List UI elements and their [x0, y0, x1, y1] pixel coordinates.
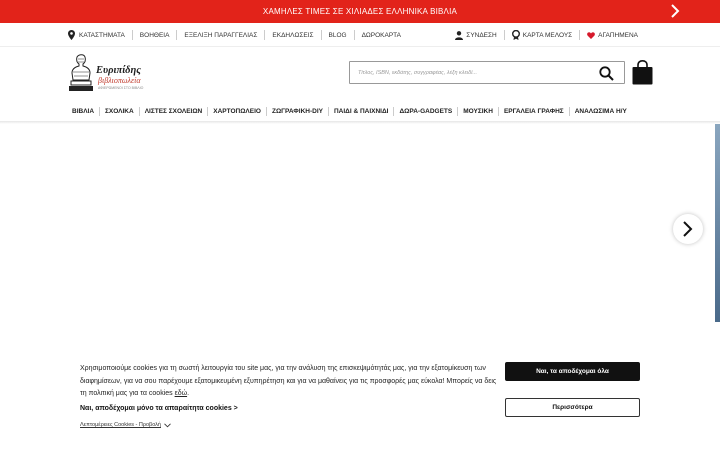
search-box — [349, 61, 625, 84]
map-pin-icon — [68, 30, 75, 40]
heart-icon — [587, 32, 595, 39]
chevron-right-icon[interactable] — [668, 4, 682, 18]
cookie-details-toggle[interactable]: Λεπτομέρειες Cookies - Προβολή — [80, 422, 171, 428]
logo-title: Ευριπίδης — [96, 65, 141, 76]
cookie-policy-link[interactable]: εδώ — [174, 390, 188, 397]
help-link[interactable]: ΒΟΗΘΕΙΑ — [132, 30, 177, 40]
nav-item-writing-tools[interactable]: ΕΡΓΑΛΕΙΑ ΓΡΑΦΗΣ — [498, 107, 569, 116]
nav-item-painting-diy[interactable]: ΖΩΓΡΑΦΙΚΗ-DIY — [266, 107, 328, 116]
blog-link[interactable]: BLOG — [321, 30, 354, 40]
nav-item-books[interactable]: ΒΙΒΛΙΑ — [72, 107, 95, 115]
main-nav — [68, 103, 632, 119]
nav-item-pc-supplies[interactable]: ΑΝΑΛΩΣΙΜΑ Η/Υ — [569, 107, 632, 116]
cookie-message: Χρησιμοποιούμε cookies για τη σωστή λειτουργία του site μας, για την ανάλυση της επισκεψιμότητάς μας, για την εξατομίκευση των διαφημίσεων, για να σου παρέχουμε εξατομικευμένη εξυπηρέτηση και για να μαθαίνεις για τις προσφορές μας εύκολα! Μπορείς να δεις τη πολιτική μας για τα cookies εδώ. — [80, 365, 497, 397]
accept-essential-link[interactable]: Ναι, αποδέχομαι μόνο τα απαραίτητα cookies > — [80, 405, 238, 412]
nav-item-gifts-gadgets[interactable]: ΔΩΡΑ-GADGETS — [393, 107, 457, 116]
shopping-bag-icon[interactable] — [632, 60, 653, 85]
member-card-link[interactable]: ΚΑΡΤΑ ΜΕΛΟΥΣ — [504, 30, 579, 40]
favorites-link[interactable]: ΑΓΑΠΗΜΕΝΑ — [579, 30, 645, 40]
hero-carousel[interactable] — [0, 124, 720, 350]
top-links — [68, 27, 408, 43]
more-cookie-options-button[interactable]: Περισσότερα — [505, 398, 640, 417]
accept-all-cookies-button[interactable]: Ναι, τα αποδέχομαι όλα — [505, 362, 640, 381]
user-icon — [455, 31, 463, 40]
promo-bar[interactable] — [0, 0, 720, 23]
nav-item-school[interactable]: ΣΧΟΛΙΚΑ — [99, 107, 139, 116]
nav-item-stationery[interactable]: ΧΑΡΤΟΠΩΛΕΙΟ — [207, 107, 266, 116]
medal-icon — [512, 30, 520, 40]
hero-next-slide-preview — [715, 124, 720, 322]
chevron-right-icon — [682, 221, 694, 237]
events-link[interactable]: ΕΚΔΗΛΩΣΕΙΣ — [264, 30, 320, 40]
chevron-down-icon — [164, 423, 171, 428]
login-link[interactable]: ΣΥΝΔΕΣΗ — [448, 30, 503, 40]
promo-text[interactable]: ΧΑΜΗΛΕΣ ΤΙΜΕΣ ΣΕ ΧΙΛΙΑΔΕΣ ΕΛΛΗΝΙΚΑ ΒΙΒΛΙΑ — [262, 7, 458, 16]
gift-card-link[interactable]: ΔΩΡΟΚΑΡΤΑ — [354, 30, 408, 40]
user-links — [448, 27, 645, 43]
bust-logo-icon — [68, 54, 94, 92]
logo-tagline: ΑΦΙΕΡΩΜΕΝΟΙ ΣΤΟ ΒΙΒΛΙΟ — [98, 86, 144, 90]
order-tracking-link[interactable]: ΕΞΕΛΙΞΗ ΠΑΡΑΓΓΕΛΙΑΣ — [176, 30, 264, 40]
carousel-next-button[interactable] — [673, 214, 703, 244]
nav-item-music[interactable]: ΜΟΥΣΙΚΗ — [457, 107, 498, 116]
nav-item-school-lists[interactable]: ΛΙΣΤΕΣ ΣΧΟΛΕΙΩΝ — [139, 107, 208, 116]
nav-item-kids-toys[interactable]: ΠΑΙΔΙ & ΠΑΙΧΝΙΔΙ — [328, 107, 394, 116]
stores-link[interactable]: ΚΑΤΑΣΤΗΜΑΤΑ — [68, 30, 132, 40]
logo-subtitle: βιβλιοπωλεία — [98, 76, 141, 85]
store-logo[interactable] — [66, 52, 156, 94]
search-input[interactable] — [358, 65, 588, 80]
header-divider — [0, 46, 720, 47]
search-icon[interactable] — [599, 66, 614, 81]
